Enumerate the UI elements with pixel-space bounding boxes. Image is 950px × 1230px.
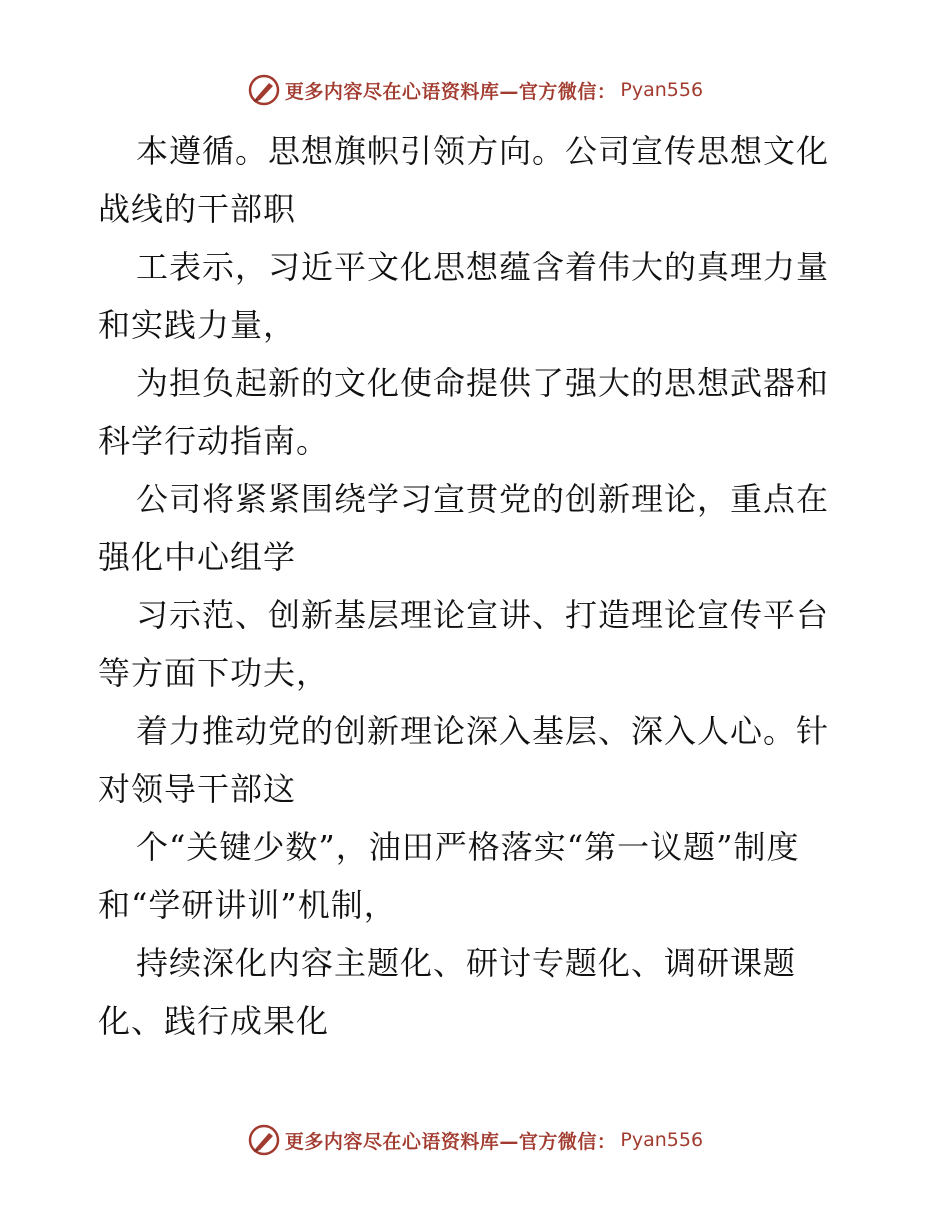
watermark-text: 更多内容尽在心语资料库—官方微信： (284, 80, 617, 103)
paragraph-7: 个“关键少数”，油田严格落实“第一议题”制度和“学研讲训”机制， (98, 828, 800, 924)
footer-watermark (0, 1120, 950, 1160)
paragraph-2: 工表示，习近平文化思想蕴含着伟大的真理力量和实践力量， (98, 248, 830, 344)
paragraph-5: 习示范、创新基层理论宣讲、打造理论宣传平台等方面下功夫， (98, 596, 830, 692)
paragraph-4: 公司将紧紧围绕学习宣贯党的创新理论，重点在强化中心组学 (98, 480, 830, 576)
pen-logo-icon (247, 1123, 281, 1157)
paragraph-1: 本遵循。思想旗帜引领方向。公司宣传思想文化战线的干部职 (98, 132, 830, 228)
paragraph-3: 为担负起新的文化使命提供了强大的思想武器和科学行动指南。 (98, 364, 830, 460)
paragraph-6: 着力推动党的创新理论深入基层、深入人心。针对领导干部这 (98, 712, 830, 808)
paragraph-8: 持续深化内容主题化、研讨专题化、调研课题化、践行成果化 (98, 944, 797, 1040)
document-body (98, 122, 858, 1050)
header-watermark (0, 70, 950, 110)
watermark-text: 更多内容尽在心语资料库—官方微信： (284, 1130, 617, 1153)
watermark-wechat-id: Pyan556 (620, 1129, 704, 1151)
pen-logo-icon (247, 73, 281, 107)
watermark-wechat-id: Pyan556 (620, 79, 704, 101)
